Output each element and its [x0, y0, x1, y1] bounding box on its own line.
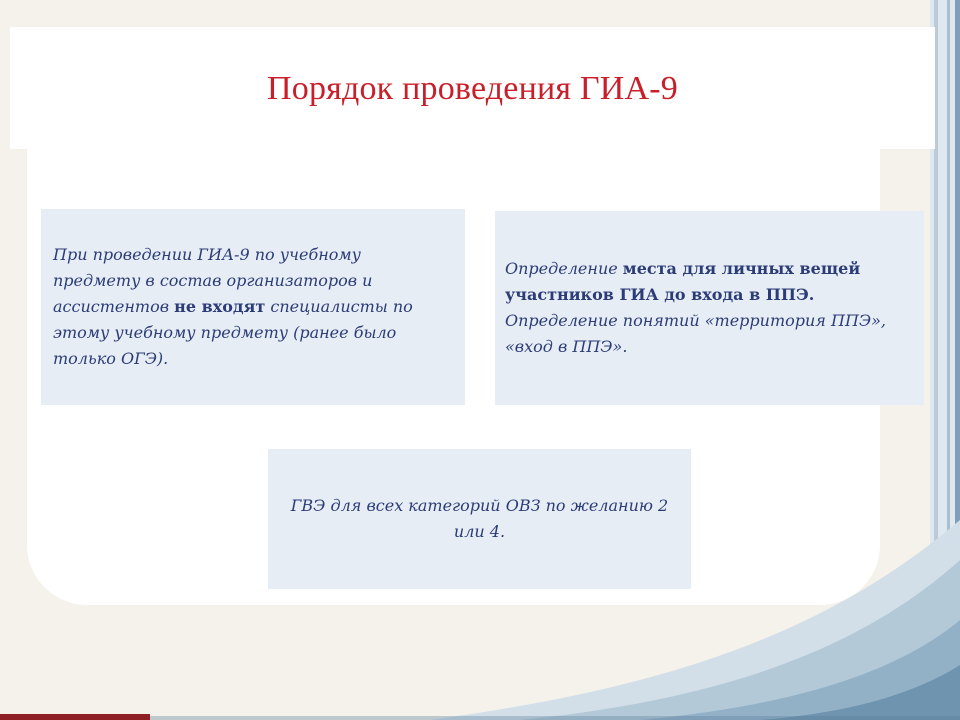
info-box-organizers [41, 209, 465, 405]
slide-title: Порядок проведения ГИА-9 [266, 70, 678, 107]
info-box-text [53, 242, 451, 372]
info-box-text [505, 256, 912, 360]
text-run: Определение понятий «территория ППЭ», «вход в ППЭ». [505, 311, 887, 356]
info-box-gve [268, 449, 691, 589]
info-box-personal-items [495, 211, 924, 405]
text-bold: места для личных вещей участников ГИА до входа в ППЭ. [505, 259, 861, 304]
text-bold: не входят [174, 297, 266, 316]
info-box-text: ГВЭ для всех категорий ОВЗ по желанию 2 или 4. [290, 496, 669, 541]
text-run: При проведении ГИА-9 по учебному предмету в состав организаторов и ассистентов [53, 245, 373, 316]
text-run: Определение [505, 259, 623, 278]
text-run: специалисты по этому учебному предмету (ранее было только ОГЭ). [53, 297, 413, 368]
